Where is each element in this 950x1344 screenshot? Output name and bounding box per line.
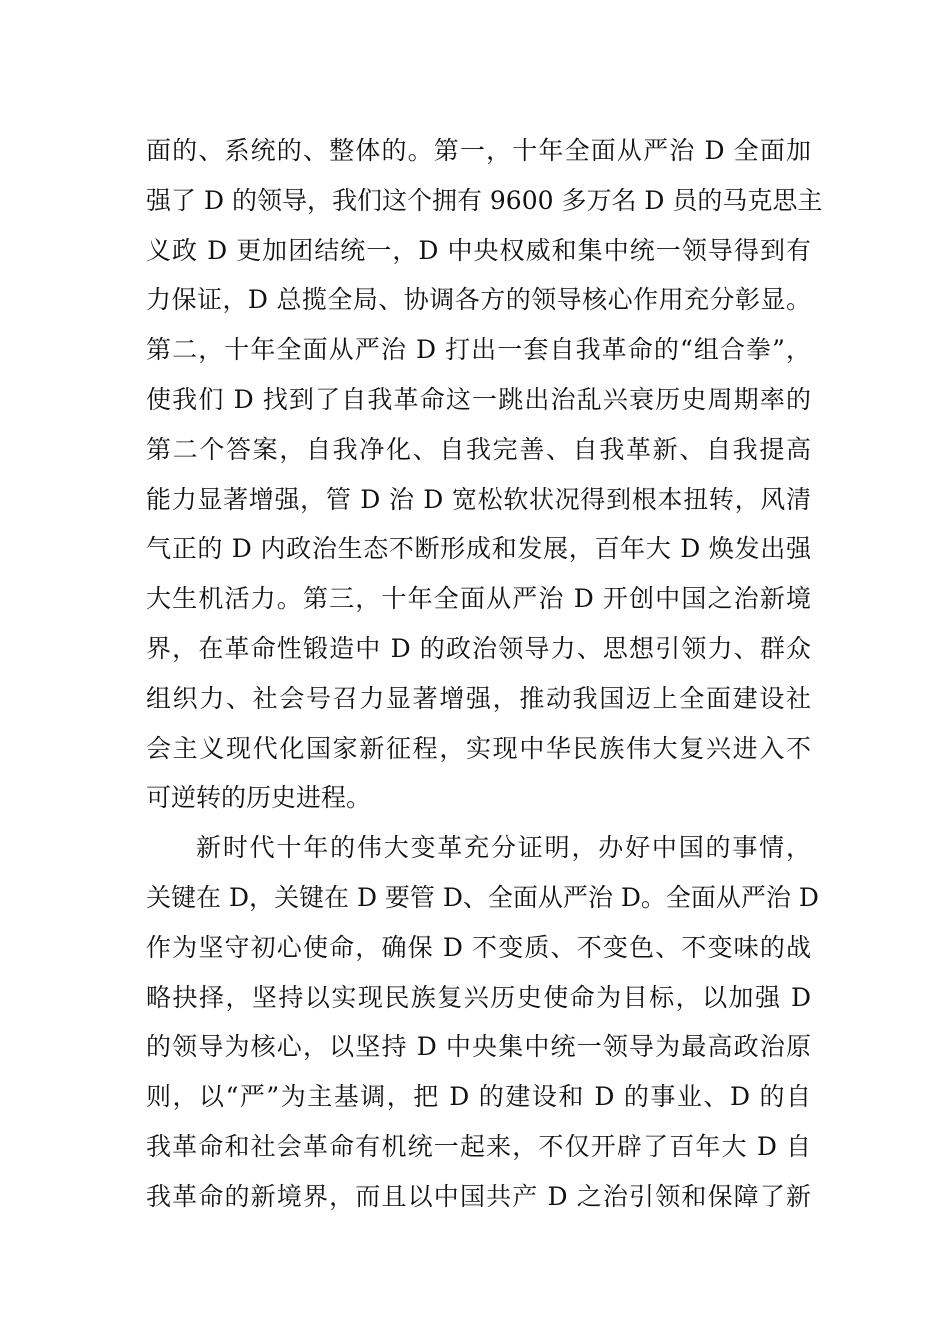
text-line: 第二个答案，自我净化、自我完善、自我革新、自我提高	[146, 434, 811, 464]
text-line: 略抉择，坚持以实现民族复兴历史使命为目标，以加强 D	[146, 982, 811, 1012]
text-line: 我革命和社会革命有机统一起来，不仅开辟了百年大 D 自	[146, 1131, 811, 1161]
text-line: 第二，十年全面从严治 D 打出一套自我革命的“组合拳”，	[146, 335, 811, 365]
body-text	[146, 126, 823, 1222]
text-line: 气正的 D 内政治生态不断形成和发展，百年大 D 焕发出强	[146, 534, 811, 564]
text-line: 力保证，D 总揽全局、协调各方的领导核心作用充分彰显。	[146, 285, 811, 315]
text-line: 大生机活力。第三，十年全面从严治 D 开创中国之治新境	[146, 584, 811, 614]
text-line: 的领导为核心，以坚持 D 中央集中统一领导为最高政治原	[146, 1032, 811, 1062]
paragraph-1	[146, 126, 823, 823]
text-line: 我革命的新境界，而且以中国共产 D 之治引领和保障了新	[146, 1181, 811, 1211]
text-line: 能力显著增强，管 D 治 D 宽松软状况得到根本扭转，风清	[146, 484, 811, 514]
text-line: 会主义现代化国家新征程，实现中华民族伟大复兴进入不	[146, 733, 811, 763]
text-line: 界，在革命性锻造中 D 的政治领导力、思想引领力、群众	[146, 633, 811, 663]
text-line: 作为坚守初心使命，确保 D 不变质、不变色、不变味的战	[146, 932, 811, 962]
text-line: 义政 D 更加团结统一，D 中央权威和集中统一领导得到有	[146, 235, 811, 265]
text-line: 可逆转的历史进程。	[146, 783, 372, 813]
text-line: 强了 D 的领导，我们这个拥有 9600 多万名 D 员的马克思主	[146, 185, 823, 215]
text-line: 使我们 D 找到了自我革命这一跳出治乱兴衰历史周期率的	[146, 384, 811, 414]
text-line: 面的、系统的、整体的。第一，十年全面从严治 D 全面加	[146, 136, 811, 165]
text-line: 则，以“严”为主基调，把 D 的建设和 D 的事业、D 的自	[146, 1082, 811, 1112]
paragraph-2	[146, 823, 819, 1221]
text-line: 关键在 D，关键在 D 要管 D、全面从严治 D。全面从严治 D	[146, 882, 819, 912]
text-line: 新时代十年的伟大变革充分证明，办好中国的事情，	[196, 833, 811, 863]
text-line: 组织力、社会号召力显著增强，推动我国迈上全面建设社	[146, 683, 811, 713]
